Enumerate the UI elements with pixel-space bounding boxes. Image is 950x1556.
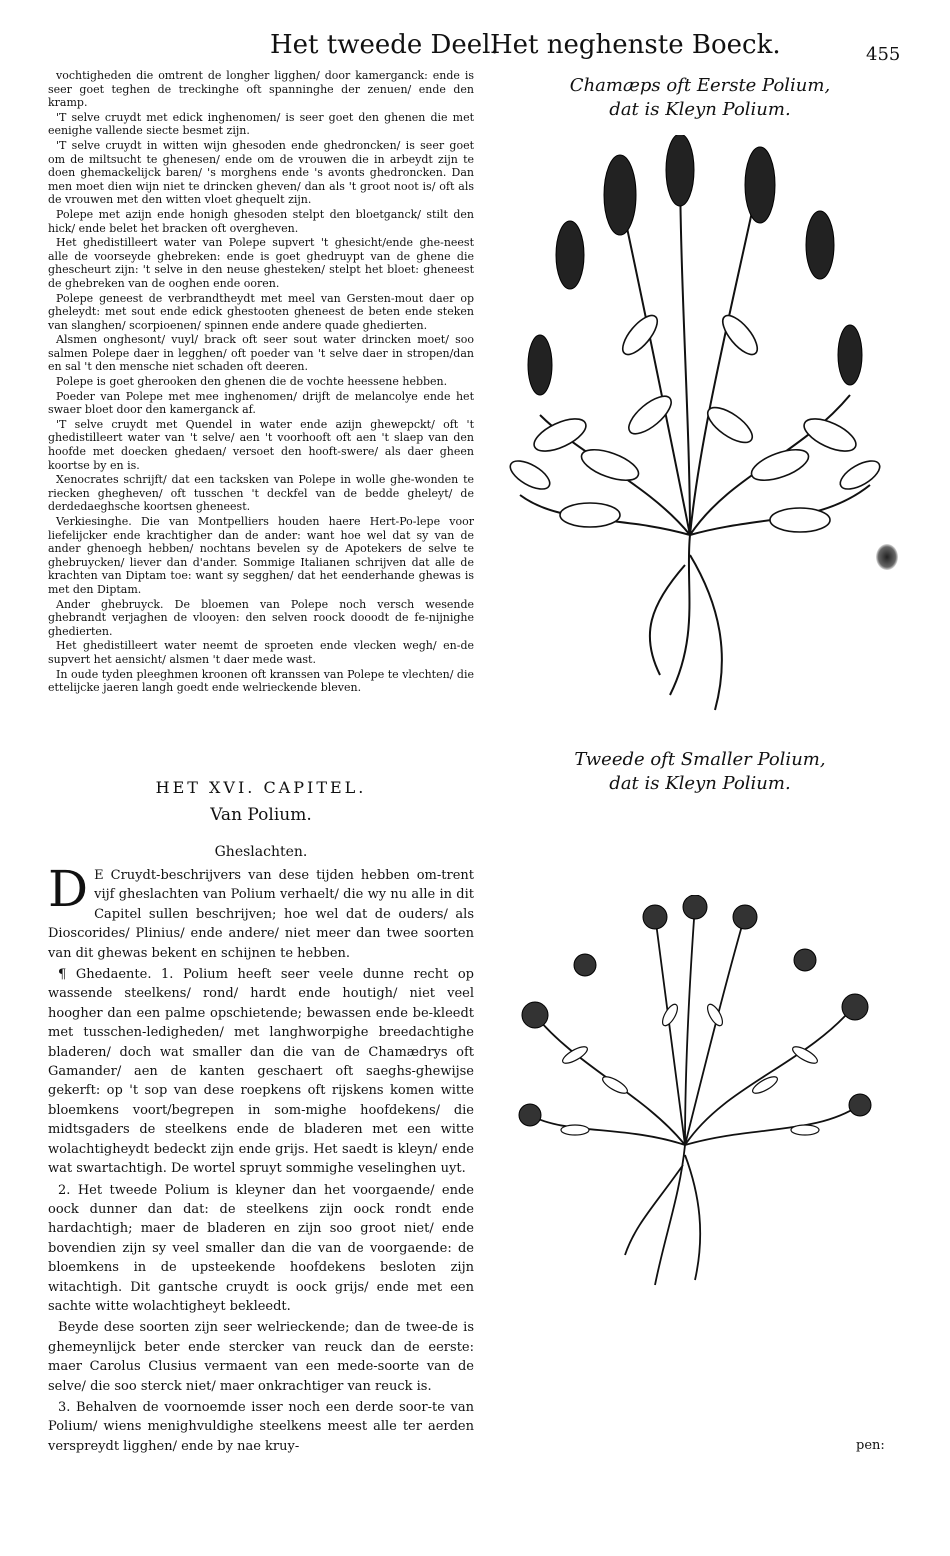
running-head-part: Het tweede Deel. [270, 30, 499, 60]
page-number: 455 [866, 44, 901, 65]
paragraph: In oude tyden pleeghmen kroonen oft kranssen van Polepe te vlechten/ die ettelijcke jaeren langh goedt ende welrieckende bleven. [48, 667, 474, 695]
plant-illustration-bottom [515, 895, 875, 1295]
section-heading: Gheslachten. [214, 844, 308, 860]
figure-caption-bottom [510, 748, 890, 796]
caption-line: Tweede oft Smaller Polium, [574, 749, 826, 770]
caption-line: dat is Kleyn Polium. [609, 773, 791, 794]
paragraph: Polepe geneest de verbrandtheydt met meel van Gersten-mout daer op gheleydt: met sout ende edick ghestooten gheneest de beten ende steken van slanghen/ scorpioenen/ spinnen ende andere quade ghedierten. [48, 291, 474, 332]
paragraph: Verkiesinghe. Die van Montpelliers houden haere Hert-Po-lepe voor liefelijcker ende krachtigher dan de ander: want hoe wel dat sy van de ander ghenoegh hebben/ nochtans bevelen sy de Apotekers de selve te ghebruycken/ liever dan d'ander. Sommige Italianen schrijven dat alle de krachten van Diptam toe: want sy segghen/ dat het eenderhande ghewas is met den Diptam. [48, 515, 474, 596]
paragraph: 'T selve cruydt met edick inghenomen/ is seer goet den ghenen die met eenighe vallende siecte besmet zijn. [48, 110, 474, 138]
figure-caption-top [510, 74, 890, 122]
paragraph-text: E Cruydt-beschrijvers van dese tijden hebben om-trent vijf gheslachten van Polium verhaelt/ die wy nu alle in dit Capitel sullen beschrijven; hoe wel dat de ouders/ als Dioscorides/ Plinius/ ende andere/ niet meer dan twee soorten van dit ghewas bekent en schijnen te hebben. [48, 868, 474, 961]
paragraph: Het ghedistilleert water van Polepe supvert 't ghesicht/ende ghe-neest alle de voorseyde ghebreken: ende is goet ghedruypt van de ghene die ghescheurt zijn: 't selve in den neuse ghesteken/ stelpt het bloet: gheneest de ghebreken van de ooghen ende ooren. [48, 236, 474, 290]
ink-blot [876, 544, 898, 570]
paragraph: Het ghedistilleert water neemt de sproeten ende vlecken wegh/ en-de supvert het aensicht/ alsmen 't daer mede wast. [48, 639, 474, 666]
paragraph [48, 860, 474, 963]
chapter-subtitle: Van Polium. [210, 805, 312, 825]
drop-cap: D [48, 860, 89, 918]
paragraph: vochtigheden die omtrent de longher ligghen/ door kamerganck: ende is seer goet teghen de treckinghe oft spanninghe der zenuen/ ende den kramp. [48, 69, 474, 110]
paragraph: 2. Het tweede Polium is kleyner dan het voorgaende/ ende oock dunner dan dat: de steelkens zijn oock rondt ende hardachtigh; maer de bladeren en zijn soo groot niet/ ende bovendien zijn sy veel smaller dan die van de voorgaende: de bloemkens in de upsteekende hoofdekens besloten zijn witachtigh. Dit gantsche cruydt is oock grijs/ ende met een sachte witte wolachtigheyt bekleedt. [48, 1182, 474, 1314]
paragraph: Ander ghebruyck. De bloemen van Polepe noch versch wesende ghebrandt verjaghen de vlooyen: den selven roock dooodt de fe-nijnighe ghedierten. [48, 597, 474, 638]
paragraph: 3. Behalven de voornoemde isser noch een derde soor-te van Polium/ wiens menighvuldighe steelkens meest alle ter aerden verspreydt ligghen/ ende by nae kruy- [48, 1399, 474, 1454]
catchword: pen: [856, 1438, 885, 1453]
paragraph: Beyde dese soorten zijn seer welrieckende; dan de twee-de is ghemeynlijck beter ende stercker van reuck dan de eerste: maer Carolus Clusius vermaent van een mede-soorte van de selve/ die soo sterck niet/ maer onkrachtiger van reuck is. [48, 1320, 474, 1394]
paragraph: Alsmen onghesont/ vuyl/ brack oft seer sout water drincken moet/ soo salmen Polepe daer in legghen/ oft poeder van 't selve daer in stropen/dan en sal 't den mensche niet schaden oft deeren. [48, 333, 474, 374]
paragraph: 'T selve cruydt met Quendel in water ende azijn ghewepckt/ oft 't ghedistilleert water van 't selve/ aen 't voorhooft oft aen 't slaep van den hoofde met doecken ghedaen/ versoet den hooft-swere/ als daer gheen koortse by en is. [48, 417, 474, 472]
chapter-title: HET XVI. CAPITEL. [155, 778, 367, 797]
paragraph: ¶ Ghedaente. 1. Polium heeft seer veele dunne recht op wassende steelkens/ rond/ hardt ende houtigh/ niet veel hoogher dan een palme opschietende; bewassen ende be-kleedt met tusschen-ledigheden/ met langhworpighe breedachtighe bladeren/ doch wat smaller dan die van de Chamædrys oft Gamander/ aen de kanten geschaert oft saeghs-ghewijse gekerft: op 't sop van dese roepkens oft rijskens komen witte bloemkens voort/begrepen in som-mighe hoofdekens/ die midtsgaders de steelkens ende de bladeren met een witte wolachtigheydt bedeckt zijn ende grijs. Het saedt is kleyn/ ende wat swartachtigh. De wortel spruyt sommighe veselinghen uyt. [48, 967, 474, 1177]
caption-line: dat is Kleyn Polium. [609, 99, 791, 120]
text-block-upper [48, 69, 474, 696]
paragraph: Xenocrates schrijft/ dat een tacksken van Polepe in wolle ghe-wonden te riecken ghegheven/ oft tusschen 't deckfel van de bedde gheleyt/ de derdedaeghsche koortsen gheneest. [48, 473, 474, 514]
caption-line: Chamæps oft Eerste Polium, [569, 75, 831, 96]
paragraph: Polepe met azijn ende honigh ghesoden stelpt den bloetganck/ stilt den hick/ ende belet het bracken oft overgheven. [48, 207, 474, 235]
paragraph: 'T selve cruydt in witten wijn ghesoden ende ghedroncken/ is seer goet om de miltsucht te ghenesen/ ende om de vrouwen die in arbeydt zijn te doen ghemackelijck baren/ 's morghens ende 's avonts ghedroncken. Dan men moet dien wijn niet te drincken gheven/ dan als 't groot noot is/ oft als de vrouwen met den witten vloet ghequelt zijn. [48, 138, 474, 207]
text-block-lower [48, 860, 474, 1458]
paragraph: Poeder van Polepe met mee inghenomen/ drijft de melancolye ende het swaer bloet door den kamerganck af. [48, 389, 474, 417]
running-head-book: Het neghenste Boeck. [490, 30, 781, 60]
plant-illustration-top [500, 135, 890, 725]
paragraph: Polepe is goet gherooken den ghenen die de vochte heessene hebben. [56, 375, 448, 389]
